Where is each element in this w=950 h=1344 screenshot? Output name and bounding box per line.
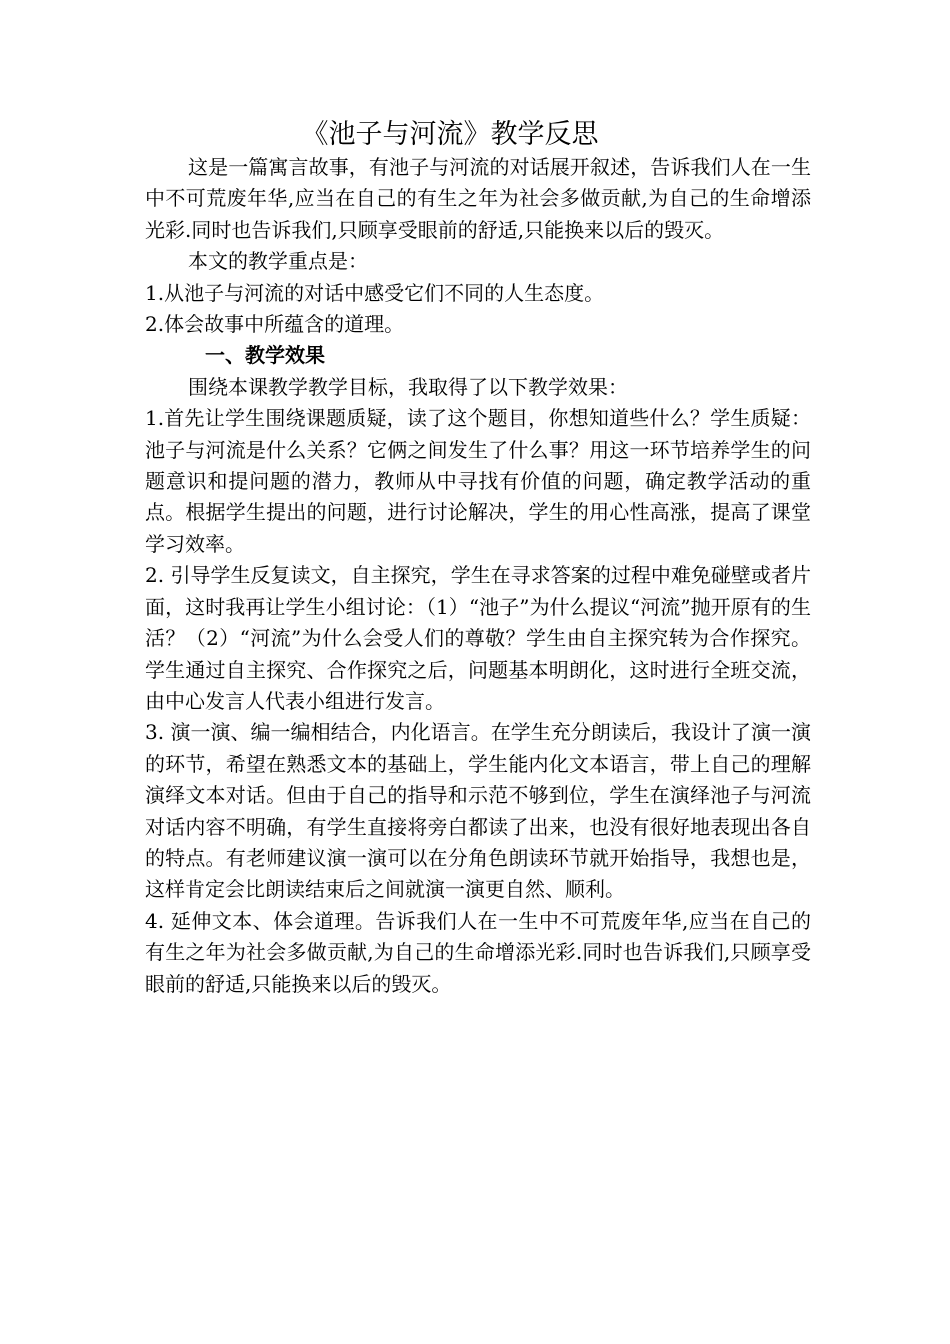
document-body <box>145 152 811 1000</box>
effect-item-3: 3. 演一演、编一编相结合，内化语言。在学生充分朗读后，我设计了演一演的环节，希望在熟悉文本的基础上，学生能内化文本语言，带上自己的理解演绎文本对话。但由于自己的指导和示范不够到位，学生在演绎池子与河流对话内容不明确，有学生直接将旁白都读了出来，也没有很好地表现出各自的特点。有老师建议演一演可以在分角色朗读环节就开始指导，我想也是，这样肯定会比朗读结束后之间就演一演更自然、顺利。 <box>145 720 811 902</box>
effect-item-1: 1.首先让学生围绕课题质疑，读了这个题目，你想知道些什么？学生质疑：池子与河流是什么关系？它俩之间发生了什么事？用这一环节培养学生的问题意识和提问题的潜力，教师从中寻找有价值的问题，确定教学活动的重点。根据学生提出的问题，进行讨论解决，学生的用心性高涨，提高了课堂学习效率。 <box>145 406 811 556</box>
intro-paragraph: 这是一篇寓言故事，有池子与河流的对话展开叙述，告诉我们人在一生中不可荒废年华,应当在自己的有生之年为社会多做贡献,为自己的生命增添光彩.同时也告诉我们,只顾享受眼前的舒适,只能换来以后的毁灭。 <box>145 155 811 242</box>
effect-item-2: 2. 引导学生反复读文，自主探究，学生在寻求答案的过程中难免碰壁或者片面，这时我再让学生小组讨论：（1）“池子”为什么提议“河流”抛开原有的生活？（2）“河流”为什么会受人们的尊敬？学生由自主探究转为合作探究。学生通过自主探究、合作探究之后，问题基本明朗化，这时进行全班交流，由中心发言人代表小组进行发言。 <box>145 563 811 713</box>
focus-item-1: 1.从池子与河流的对话中感受它们不同的人生态度。 <box>145 280 605 305</box>
effect-item-4: 4. 延伸文本、体会道理。告诉我们人在一生中不可荒废年华,应当在自己的有生之年为社会多做贡献,为自己的生命增添光彩.同时也告诉我们,只顾享受眼前的舒适,只能换来以后的毁灭。 <box>145 908 811 996</box>
focus-item-2: 2.体会故事中所蕴含的道理。 <box>145 312 405 337</box>
focus-intro: 本文的教学重点是： <box>188 249 368 274</box>
document-title: 《池子与河流》教学反思 <box>301 119 599 150</box>
section-intro: 围绕本课教学教学目标，我取得了以下教学效果： <box>188 374 628 399</box>
section-heading-effects: 一、教学效果 <box>205 343 325 368</box>
